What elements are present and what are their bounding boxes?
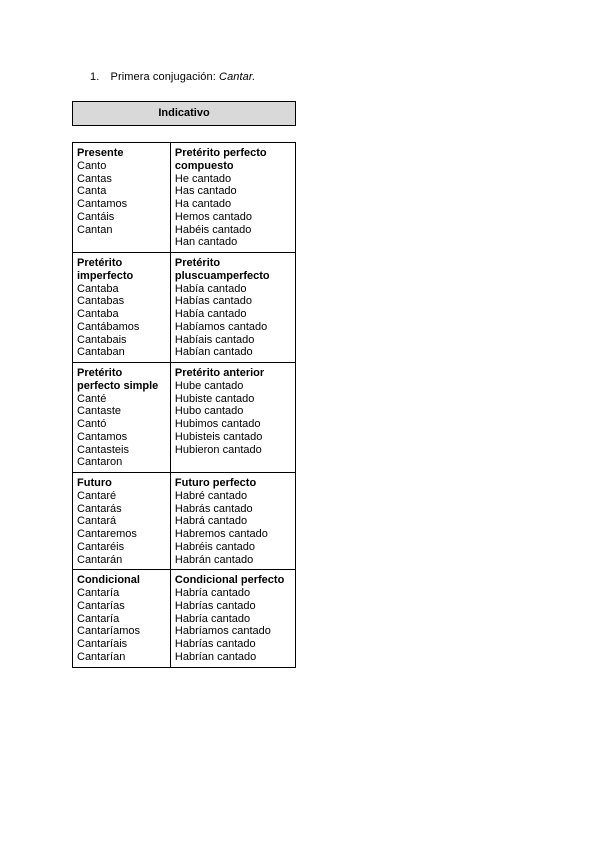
tense-title: Pretérito imperfecto	[77, 257, 134, 282]
verb-form: Cantaría	[77, 587, 120, 599]
table-row	[73, 363, 296, 473]
verb-form: Cantaba	[77, 308, 119, 320]
verb-form: Cantamos	[77, 198, 128, 210]
conjugation-table	[72, 142, 296, 668]
verb-form: Habremos cantado	[174, 528, 268, 540]
tense-title: Pretérito anterior	[174, 367, 265, 379]
verb-form: Han cantado	[174, 236, 238, 249]
verb-form: Habrías cantado	[174, 638, 256, 650]
tense-title: Pretérito perfecto compuesto	[174, 147, 267, 172]
verb-form: Cantaremos	[77, 528, 137, 540]
verb-form: Habría cantado	[174, 587, 251, 599]
verb-form: Hubo cantado	[174, 405, 244, 418]
table-row	[73, 570, 296, 667]
tense-cell	[170, 143, 295, 253]
verb-form: Habían cantado	[174, 346, 253, 359]
verb-form: Hubisteis cantado	[174, 430, 263, 443]
verb-form: Cantaron	[77, 456, 123, 469]
verb-form: Habrán cantado	[174, 553, 254, 566]
verb-form: Habríamos cantado	[174, 625, 271, 638]
verb-form: Cantaste	[77, 405, 122, 418]
verb-form: Habíais cantado	[174, 333, 255, 346]
verb-form: Hubimos cantado	[174, 418, 261, 430]
verb-form: Habréis cantado	[174, 540, 256, 553]
verb-form: Cantasteis	[77, 443, 129, 456]
verb-form: Habíamos cantado	[174, 320, 268, 333]
verb-form: Había cantado	[174, 282, 247, 295]
verb-form: Cantaríais	[77, 638, 128, 650]
verb-form: Cantaré	[77, 489, 117, 502]
tense-cell	[73, 570, 171, 667]
verb-form: Cantaba	[77, 282, 119, 295]
table-row	[73, 473, 296, 570]
list-number: 1.	[90, 71, 100, 83]
verb-form: Hubieron cantado	[174, 443, 262, 456]
verb-form: Cantáis	[77, 210, 115, 223]
verb-form: Cantarías	[77, 599, 125, 612]
verb-form: Cantará	[77, 515, 117, 528]
verb-form: Habías cantado	[174, 295, 252, 308]
verb-form: Cantabais	[77, 333, 127, 346]
conjugation-table-body	[73, 143, 296, 668]
verb-form: Hubiste cantado	[174, 392, 255, 405]
verb-form: Cantaban	[77, 346, 125, 359]
tense-cell	[73, 253, 171, 363]
verb-form: Habrá cantado	[174, 515, 248, 528]
heading-label: Primera conjugación:	[110, 71, 216, 83]
tense-title: Pretérito pluscuamperfecto	[174, 257, 270, 282]
tense-cell	[73, 143, 171, 253]
verb-form: Cantarás	[77, 502, 122, 515]
heading-verb: Cantar.	[219, 71, 256, 83]
verb-form: He cantado	[174, 172, 232, 185]
verb-form: Hube cantado	[174, 379, 244, 392]
tense-title: Condicional	[77, 574, 140, 587]
verb-form: Cantaría	[77, 612, 120, 625]
verb-form: Has cantado	[174, 185, 237, 198]
verb-form: Cantas	[77, 172, 112, 185]
table-row	[73, 253, 296, 363]
verb-form: Habrás cantado	[174, 502, 253, 515]
tense-cell	[170, 570, 295, 667]
verb-form: Cantaríamos	[77, 625, 140, 638]
verb-form: Habré cantado	[174, 489, 248, 502]
verb-form: Hemos cantado	[174, 210, 252, 223]
verb-form: Ha cantado	[174, 198, 232, 210]
table-row	[73, 143, 296, 253]
verb-form: Habrías cantado	[174, 599, 256, 612]
verb-form: Cantarían	[77, 650, 126, 663]
tense-cell	[170, 473, 295, 570]
verb-form: Canta	[77, 185, 107, 198]
verb-form: Cantaréis	[77, 540, 125, 553]
verb-form: Habrían cantado	[174, 650, 257, 663]
tense-cell	[170, 253, 295, 363]
verb-form: Cantábamos	[77, 320, 140, 333]
tense-title: Futuro	[77, 477, 112, 489]
tense-title: Futuro perfecto	[174, 477, 257, 489]
tense-title: Condicional perfecto	[174, 574, 285, 587]
verb-form: Cantamos	[77, 430, 128, 443]
verb-form: Habría cantado	[174, 612, 251, 625]
verb-form: Canté	[77, 392, 107, 405]
tense-cell	[73, 473, 171, 570]
tense-cell	[170, 363, 295, 473]
verb-form: Cantó	[77, 418, 107, 430]
verb-form: Cantarán	[77, 553, 123, 566]
tense-cell	[73, 363, 171, 473]
tense-title: Pretérito perfecto simple	[77, 367, 159, 392]
tense-title: Presente	[77, 147, 124, 159]
verb-form: Cantabas	[77, 295, 125, 308]
conjugation-heading	[90, 71, 255, 83]
verb-form: Había cantado	[174, 308, 247, 320]
verb-form: Habéis cantado	[174, 223, 252, 236]
verb-form: Canto	[77, 159, 107, 172]
verb-form: Cantan	[77, 223, 113, 236]
section-title-box: Indicativo	[72, 101, 296, 126]
